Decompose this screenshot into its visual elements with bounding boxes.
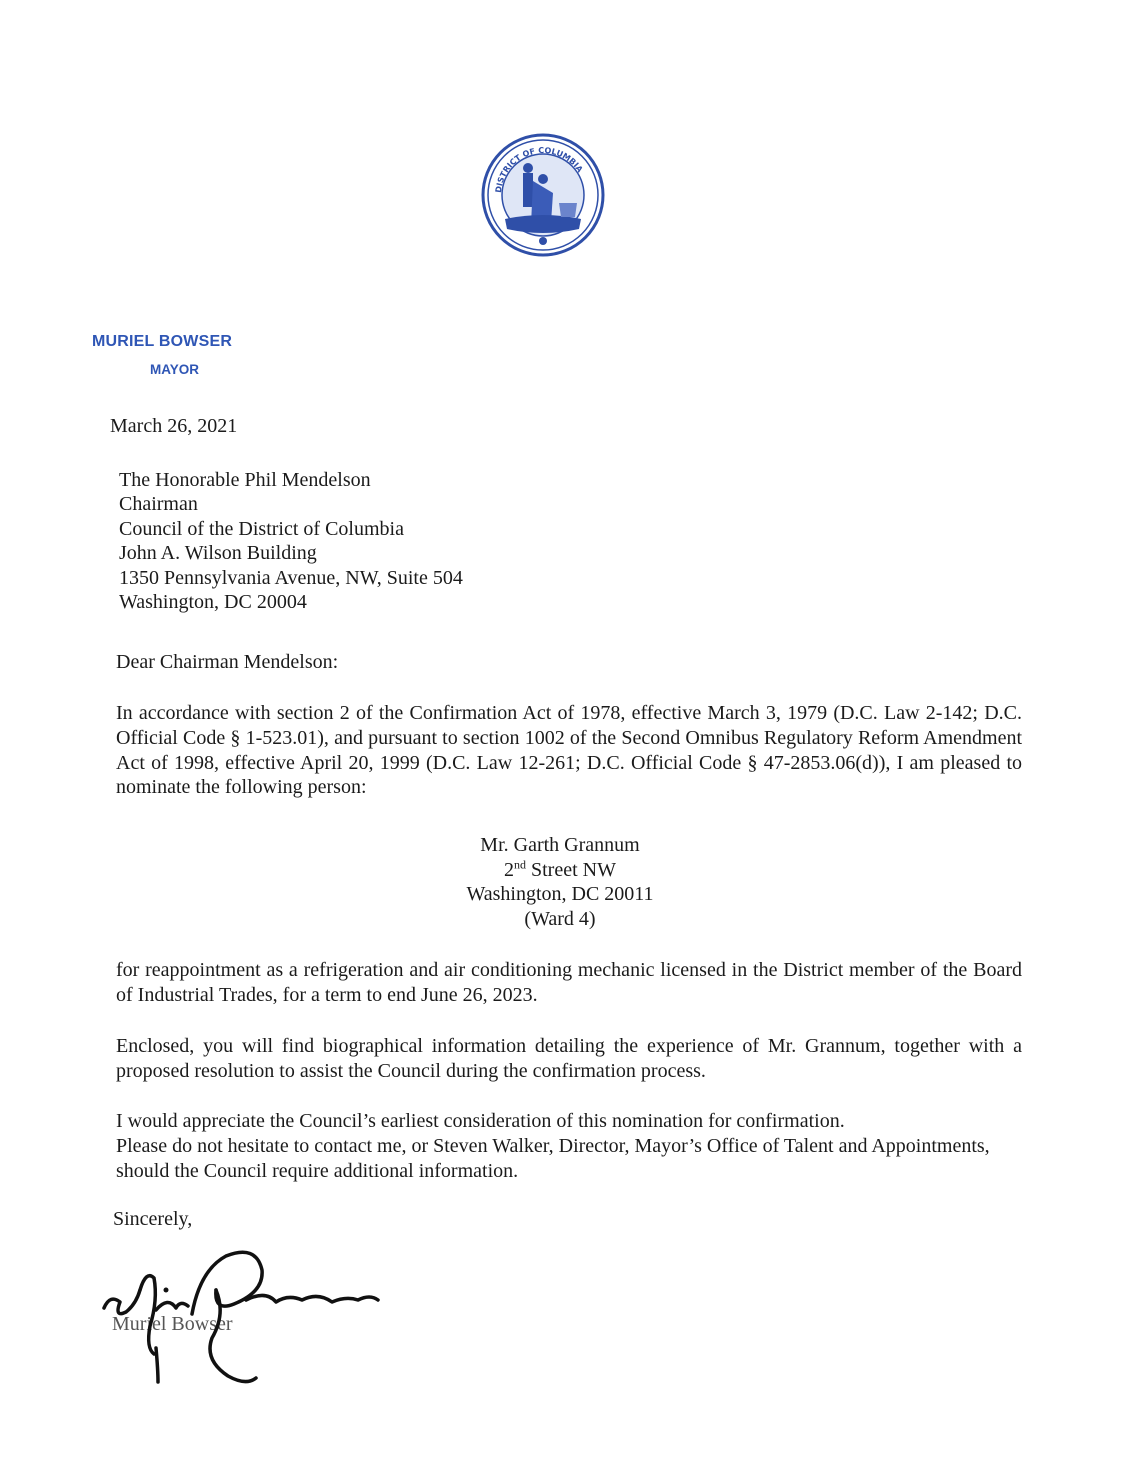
- letter-date: March 26, 2021: [110, 415, 238, 437]
- recipient-address: [119, 468, 463, 614]
- recipient-line: Council of the District of Columbia: [119, 517, 404, 540]
- body-paragraph-enclosed: Enclosed, you will find biographical information detailing the experience of Mr. Grannum, together with a proposed resolution to assist the Council during the confirmation process.: [116, 1035, 1022, 1082]
- signed-name: Muriel Bowser: [112, 1313, 233, 1335]
- recipient-line: Chairman: [119, 493, 198, 516]
- salutation: Dear Chairman Mendelson:: [116, 651, 339, 673]
- mayor-name: MURIEL BOWSER: [92, 333, 233, 350]
- body-paragraph-nomination: In accordance with section 2 of the Confirmation Act of 1978, effective March 3, 1979 (D.C. Law 2-142; D.C. Official Code § 1-523.01), and pursuant to section 1002 of the Second Omnibus Regulatory Reform Amendment Act of 1998, effective April 20, 1999 (D.C. Law 12-261; D.C. Official Code § 47-2853.06(d)), I am pleased to nominate the following person:: [116, 702, 1022, 799]
- contact-line-2: Please do not hesitate to contact me, or Steven Walker, Director, Mayor’s Office of Talent and Appointments, should the Council require additional information.: [116, 1134, 990, 1182]
- nominee-street: 2nd Street NW: [504, 856, 616, 881]
- recipient-line: John A. Wilson Building: [119, 542, 317, 565]
- district-of-columbia-seal: [481, 133, 605, 257]
- recipient-line: 1350 Pennsylvania Avenue, NW, Suite 504: [119, 566, 463, 589]
- body-paragraph-contact: [116, 1109, 1022, 1183]
- contact-line-1: I would appreciate the Council’s earliest consideration of this nomination for confirmation.: [116, 1110, 845, 1132]
- nominee-ward: (Ward 4): [524, 907, 596, 930]
- body-paragraph-reappointment: for reappointment as a refrigeration and air conditioning mechanic licensed in the District member of the Board of Industrial Trades, for a term to end June 26, 2023.: [116, 959, 1022, 1006]
- nominee-block: [440, 833, 680, 931]
- recipient-line: The Honorable Phil Mendelson: [119, 469, 371, 491]
- nominee-city: Washington, DC 20011: [466, 883, 654, 905]
- recipient-line: Washington, DC 20004: [119, 591, 307, 614]
- closing: Sincerely,: [113, 1208, 193, 1230]
- nominee-name: Mr. Garth Grannum: [480, 834, 640, 856]
- handwritten-signature: [96, 1230, 396, 1390]
- svg-text:DISTRICT OF COLUMBIA: DISTRICT OF COLUMBIA: [493, 145, 585, 194]
- mayor-title: MAYOR: [150, 362, 200, 377]
